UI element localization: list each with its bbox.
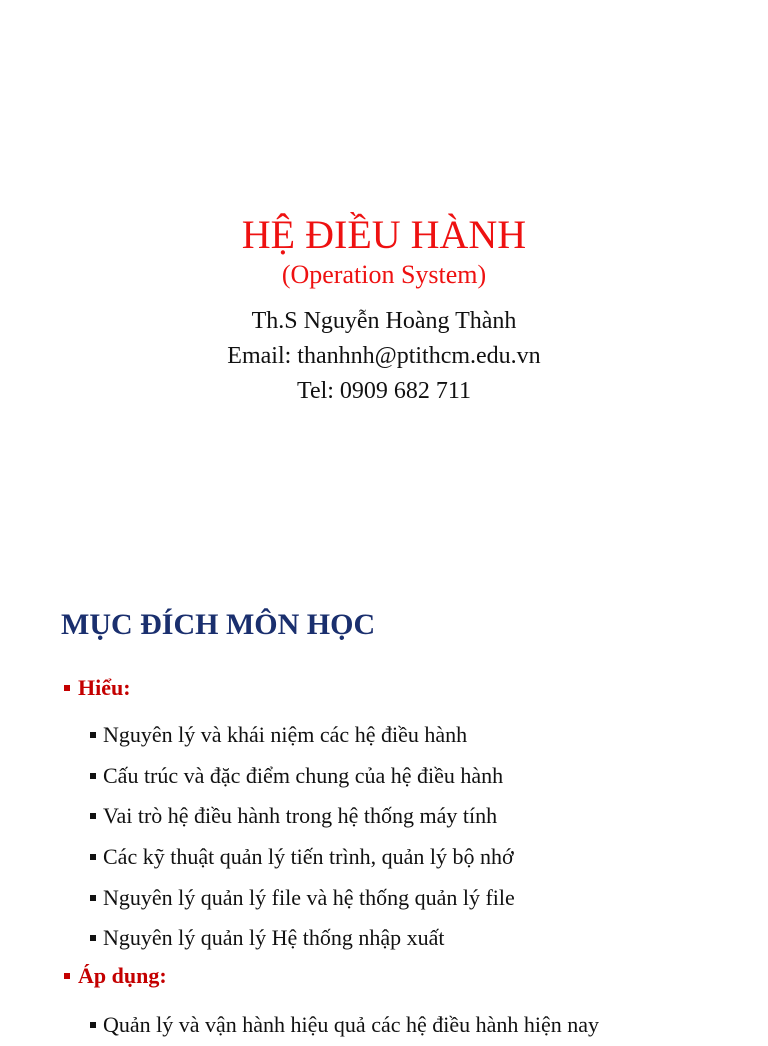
list-item xyxy=(90,715,760,756)
group-heading xyxy=(60,675,760,701)
square-bullet-icon xyxy=(90,813,96,819)
objective-group-understand xyxy=(60,675,760,959)
objective-list xyxy=(60,1005,760,1046)
group-label: Áp dụng: xyxy=(78,963,167,988)
slide-subtitle: (Operation System) xyxy=(281,260,487,289)
section-title: MỤC ĐÍCH MÔN HỌC xyxy=(61,608,376,641)
author-info xyxy=(0,304,768,409)
title-slide xyxy=(0,0,768,512)
list-item-text: Nguyên lý và khái niệm các hệ điều hành xyxy=(103,722,468,748)
list-item xyxy=(90,918,760,959)
list-item-text: Nguyên lý quản lý file và hệ thống quản lý file xyxy=(103,884,515,910)
list-item-text: Quản lý và vận hành hiệu quả các hệ điều hành hiện nay xyxy=(103,1012,600,1038)
square-bullet-icon xyxy=(90,1022,96,1028)
square-bullet-icon xyxy=(90,773,96,779)
list-item-text: Các kỹ thuật quản lý tiến trình, quản lý bộ nhớ xyxy=(103,844,514,870)
list-item xyxy=(90,877,760,918)
objectives-slide xyxy=(0,512,768,1038)
square-bullet-icon xyxy=(90,935,96,941)
objective-group-apply xyxy=(60,963,760,1046)
author-email: Email: thanhnh@ptithcm.edu.vn xyxy=(227,343,541,369)
slide-title: HỆ ĐIỀU HÀNH xyxy=(241,212,527,257)
list-item-text: Nguyên lý quản lý Hệ thống nhập xuất xyxy=(103,925,445,951)
square-bullet-icon xyxy=(64,973,70,979)
objective-list xyxy=(60,715,760,959)
list-item xyxy=(90,796,760,837)
title-block xyxy=(0,210,768,290)
list-item xyxy=(90,837,760,878)
list-item-text: Cấu trúc và đặc điểm chung của hệ điều hành xyxy=(103,762,504,788)
square-bullet-icon xyxy=(90,732,96,738)
author-name: Th.S Nguyễn Hoàng Thành xyxy=(251,308,517,334)
square-bullet-icon xyxy=(90,895,96,901)
square-bullet-icon xyxy=(90,854,96,860)
list-item xyxy=(90,756,760,797)
author-phone: Tel: 0909 682 711 xyxy=(296,378,472,404)
list-item-text: Vai trò hệ điều hành trong hệ thống máy tính xyxy=(103,803,498,829)
list-item xyxy=(90,1005,760,1046)
square-bullet-icon xyxy=(64,685,70,691)
group-heading xyxy=(60,963,760,989)
group-label: Hiểu: xyxy=(78,675,131,700)
